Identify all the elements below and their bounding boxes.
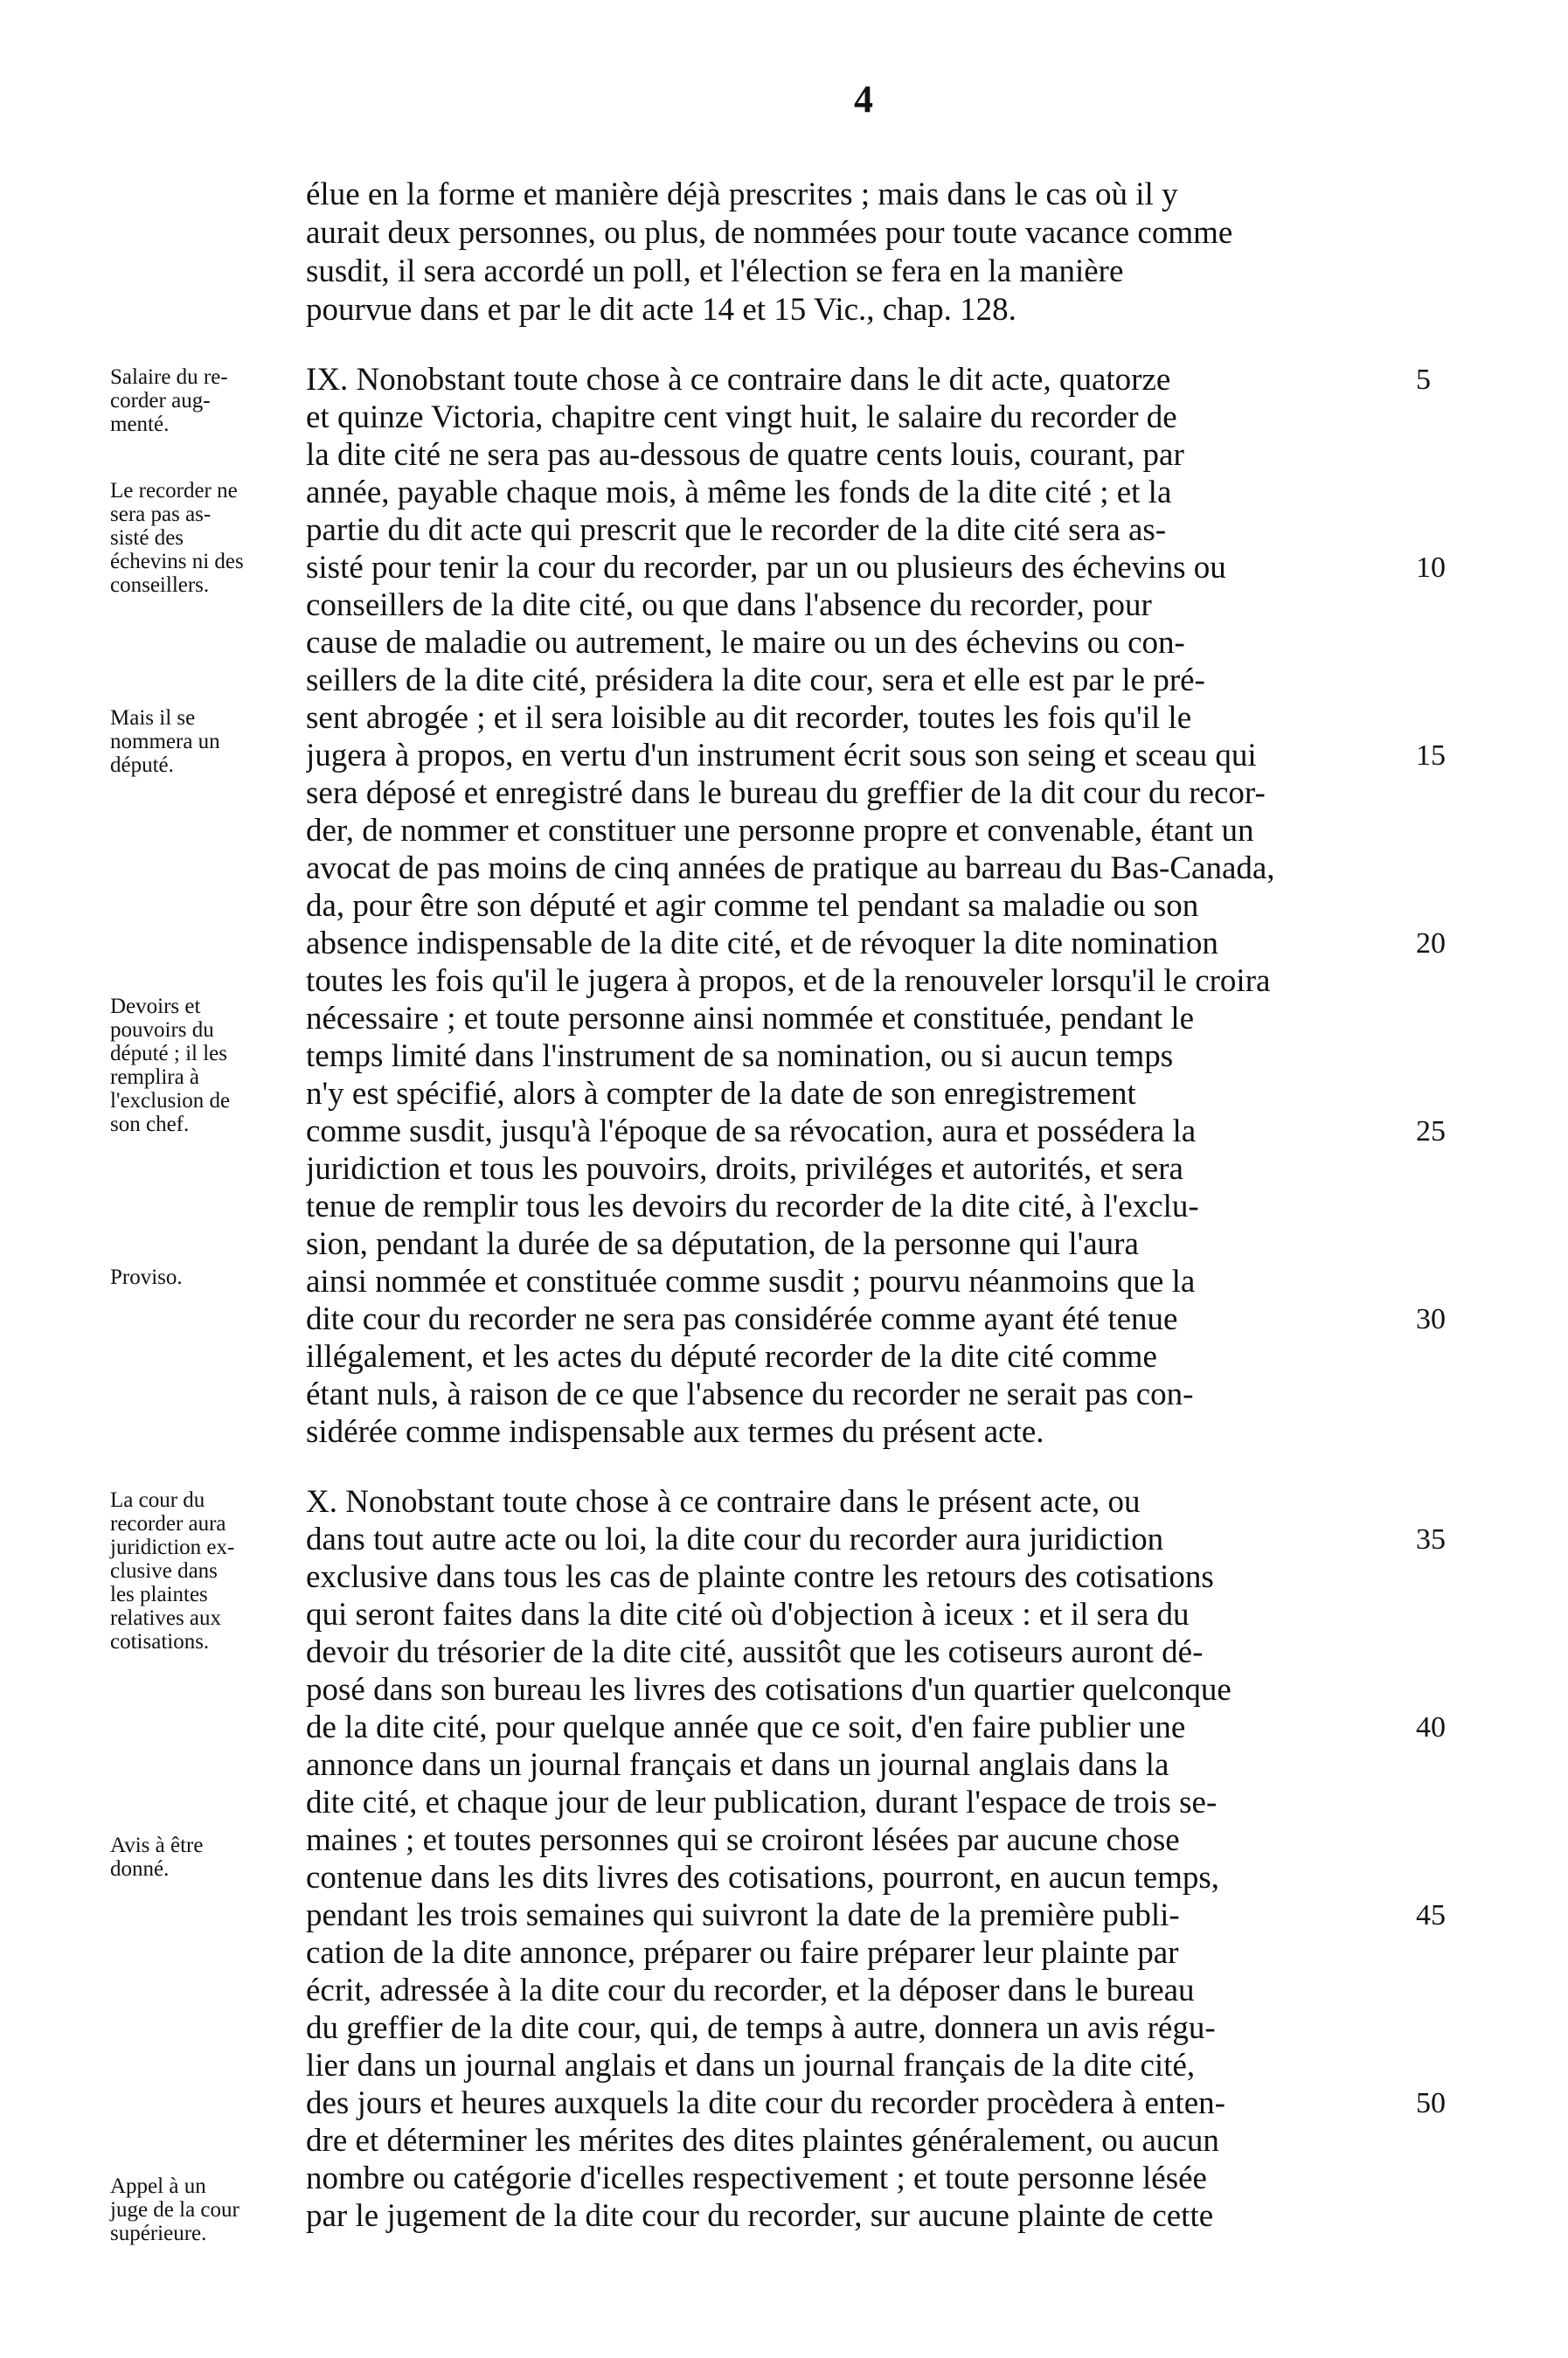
text-line: dans tout autre acte ou loi, la dite cour du recorder aura juridiction — [306, 1522, 1164, 1557]
line-number: 40 — [1416, 1711, 1446, 1744]
text-line: cation de la dite annonce, préparer ou faire préparer leur plainte par — [306, 1935, 1179, 1971]
text-line: posé dans son bureau les livres des cotisations d'un quartier quelconque — [306, 1672, 1232, 1708]
margin-note-line: Avis à être — [110, 1834, 204, 1857]
text-line: élue en la forme et manière déjà prescrites ; mais dans le cas où il y — [306, 177, 1178, 212]
text-line: n'y est spécifié, alors à compter de la date de son enregistrement — [306, 1076, 1136, 1112]
text-line: sera déposé et enregistré dans le bureau du greffier de la dit cour du recor- — [306, 775, 1266, 811]
margin-note — [110, 1266, 298, 1289]
text-line: et quinze Victoria, chapitre cent vingt huit, le salaire du recorder de — [306, 399, 1177, 435]
margin-note-line: sera pas as- — [110, 503, 212, 526]
margin-note — [110, 365, 298, 436]
text-line: toutes les fois qu'il le jugera à propos, et de la renouveler lorsqu'il le croira — [306, 963, 1271, 999]
margin-note — [110, 995, 298, 1136]
text-line: tenue de remplir tous les devoirs du recorder de la dite cité, à l'exclu- — [306, 1189, 1199, 1224]
text-line: de la dite cité, pour quelque année que ce soit, d'en faire publier une — [306, 1710, 1186, 1745]
text-line: nombre ou catégorie d'icelles respectivement ; et toute personne lésée — [306, 2160, 1207, 2196]
margin-note-line: cotisations. — [110, 1630, 210, 1654]
line-number: 15 — [1416, 739, 1446, 772]
margin-note — [110, 1834, 298, 1881]
margin-note-line: supérieure. — [110, 2222, 207, 2245]
text-line: dite cité, et chaque jour de leur publication, durant l'espace de trois se- — [306, 1785, 1218, 1821]
text-line: ainsi nommée et constituée comme susdit ; pourvu néanmoins que la — [306, 1264, 1196, 1300]
margin-note-line: pouvoirs du — [110, 1018, 214, 1042]
text-line: pourvue dans et par le dit acte 14 et 15 Vic., chap. 128. — [306, 292, 1016, 328]
text-line: pendant les trois semaines qui suivront la date de la première publi- — [306, 1897, 1180, 1933]
margin-note-line: député. — [110, 753, 174, 777]
text-line: temps limité dans l'instrument de sa nomination, ou si aucun temps — [306, 1038, 1174, 1074]
margin-note-line: Salaire du re- — [110, 365, 228, 389]
margin-note-line: juge de la cour — [110, 2198, 239, 2222]
margin-note-line: menté. — [110, 413, 170, 436]
margin-note — [110, 479, 298, 597]
text-line: IX. Nonobstant toute chose à ce contraire dans le dit acte, quatorze — [306, 362, 1171, 398]
margin-note-line: l'exclusion de — [110, 1089, 231, 1113]
margin-note-line: député ; il les — [110, 1042, 227, 1065]
margin-note-line: corder aug- — [110, 389, 211, 413]
line-number: 50 — [1416, 2087, 1446, 2119]
margin-note-line: son chef. — [110, 1113, 190, 1136]
text-line: conseillers de la dite cité, ou que dans l'absence du recorder, pour — [306, 587, 1152, 623]
margin-note-line: sisté des — [110, 526, 184, 550]
margin-note-line: conseillers. — [110, 573, 210, 597]
text-line: année, payable chaque mois, à même les fonds de la dite cité ; et la — [306, 475, 1172, 510]
margin-note-line: Le recorder ne — [110, 479, 238, 503]
text-line: avocat de pas moins de cinq années de pratique au barreau du Bas-Canada, — [306, 850, 1275, 886]
text-line: susdit, il sera accordé un poll, et l'élection se fera en la manière — [306, 253, 1124, 289]
text-line: qui seront faites dans la dite cité où d'objection à iceux : et il sera du — [306, 1597, 1190, 1633]
line-number: 30 — [1416, 1303, 1446, 1335]
text-line: par le jugement de la dite cour du recorder, sur aucune plainte de cette — [306, 2198, 1214, 2234]
margin-note — [110, 1488, 298, 1654]
text-line: X. Nonobstant toute chose à ce contraire dans le présent acte, ou — [306, 1484, 1141, 1520]
line-number: 20 — [1416, 927, 1446, 960]
text-line: sent abrogée ; et il sera loisible au dit recorder, toutes les fois qu'il le — [306, 700, 1192, 736]
text-line: sisté pour tenir la cour du recorder, par un ou plusieurs des échevins ou — [306, 550, 1226, 586]
margin-note-line: clusive dans — [110, 1559, 218, 1583]
line-number: 25 — [1416, 1115, 1446, 1148]
text-line: sion, pendant la durée de sa députation, de la personne qui l'aura — [306, 1226, 1139, 1262]
margin-note-line: donné. — [110, 1857, 170, 1881]
margin-note — [110, 2174, 298, 2245]
margin-note-line: La cour du — [110, 1488, 205, 1512]
page-number: 4 — [854, 78, 873, 121]
margin-note-line: Appel à un — [110, 2174, 206, 2198]
text-line: dite cour du recorder ne sera pas considérée comme ayant été tenue — [306, 1301, 1178, 1337]
text-line: devoir du trésorier de la dite cité, aussitôt que les cotiseurs auront dé- — [306, 1634, 1204, 1670]
text-line: contenue dans les dits livres des cotisations, pourront, en aucun temps, — [306, 1860, 1220, 1896]
line-number: 45 — [1416, 1899, 1446, 1931]
text-line: absence indispensable de la dite cité, et de révoquer la dite nomination — [306, 926, 1218, 961]
line-number: 35 — [1416, 1523, 1446, 1556]
text-line: annonce dans un journal français et dans un journal anglais dans la — [306, 1747, 1169, 1783]
text-line: la dite cité ne sera pas au-dessous de quatre cents louis, courant, par — [306, 437, 1184, 473]
text-line: étant nuls, à raison de ce que l'absence du recorder ne serait pas con- — [306, 1377, 1194, 1412]
margin-note-line: Proviso. — [110, 1266, 183, 1289]
text-line: illégalement, et les actes du député recorder de la dite cité comme — [306, 1339, 1157, 1375]
margin-note — [110, 706, 298, 777]
text-line: maines ; et toutes personnes qui se croiront lésées par aucune chose — [306, 1822, 1180, 1858]
text-line: écrit, adressée à la dite cour du recorder, et la déposer dans le bureau — [306, 1973, 1195, 2008]
line-number: 10 — [1416, 551, 1446, 584]
text-line: partie du dit acte qui prescrit que le recorder de la dite cité sera as- — [306, 512, 1167, 548]
line-number: 5 — [1416, 364, 1431, 396]
text-line: comme susdit, jusqu'à l'époque de sa révocation, aura et possédera la — [306, 1113, 1197, 1149]
margin-note-line: les plaintes — [110, 1583, 208, 1606]
margin-note-line: remplira à — [110, 1065, 200, 1089]
margin-note-line: recorder aura — [110, 1512, 226, 1536]
margin-note-line: Devoirs et — [110, 995, 201, 1018]
text-line: dre et déterminer les mérites des dites plaintes généralement, ou aucun — [306, 2123, 1219, 2159]
text-line: jugera à propos, en vertu d'un instrument écrit sous son seing et sceau qui — [306, 738, 1257, 773]
text-line: nécessaire ; et toute personne ainsi nommée et constituée, pendant le — [306, 1001, 1195, 1037]
margin-note-line: Mais il se — [110, 706, 196, 730]
margin-note-line: juridiction ex- — [110, 1536, 235, 1559]
text-line: du greffier de la dite cour, qui, de temps à autre, donnera un avis régu- — [306, 2010, 1216, 2046]
margin-note-line: nommera un — [110, 730, 220, 753]
margin-note-line: relatives aux — [110, 1606, 222, 1630]
text-line: des jours et heures auxquels la dite cour du recorder procèdera à enten- — [306, 2085, 1225, 2121]
margin-note-line: échevins ni des — [110, 550, 244, 573]
text-line: lier dans un journal anglais et dans un journal français de la dite cité, — [306, 2048, 1196, 2084]
text-line: cause de maladie ou autrement, le maire ou un des échevins ou con- — [306, 625, 1185, 661]
text-line: da, pour être son député et agir comme tel pendant sa maladie ou son — [306, 888, 1199, 924]
text-line: juridiction et tous les pouvoirs, droits, priviléges et autorités, et sera — [306, 1151, 1183, 1187]
text-line: aurait deux personnes, ou plus, de nommées pour toute vacance comme — [306, 215, 1233, 251]
text-line: der, de nommer et constituer une personne propre et convenable, étant un — [306, 813, 1254, 849]
text-line: seillers de la dite cité, présidera la dite cour, sera et elle est par le pré- — [306, 662, 1205, 698]
text-line: exclusive dans tous les cas de plainte contre les retours des cotisations — [306, 1559, 1214, 1595]
text-line: sidérée comme indispensable aux termes du présent acte. — [306, 1414, 1044, 1450]
